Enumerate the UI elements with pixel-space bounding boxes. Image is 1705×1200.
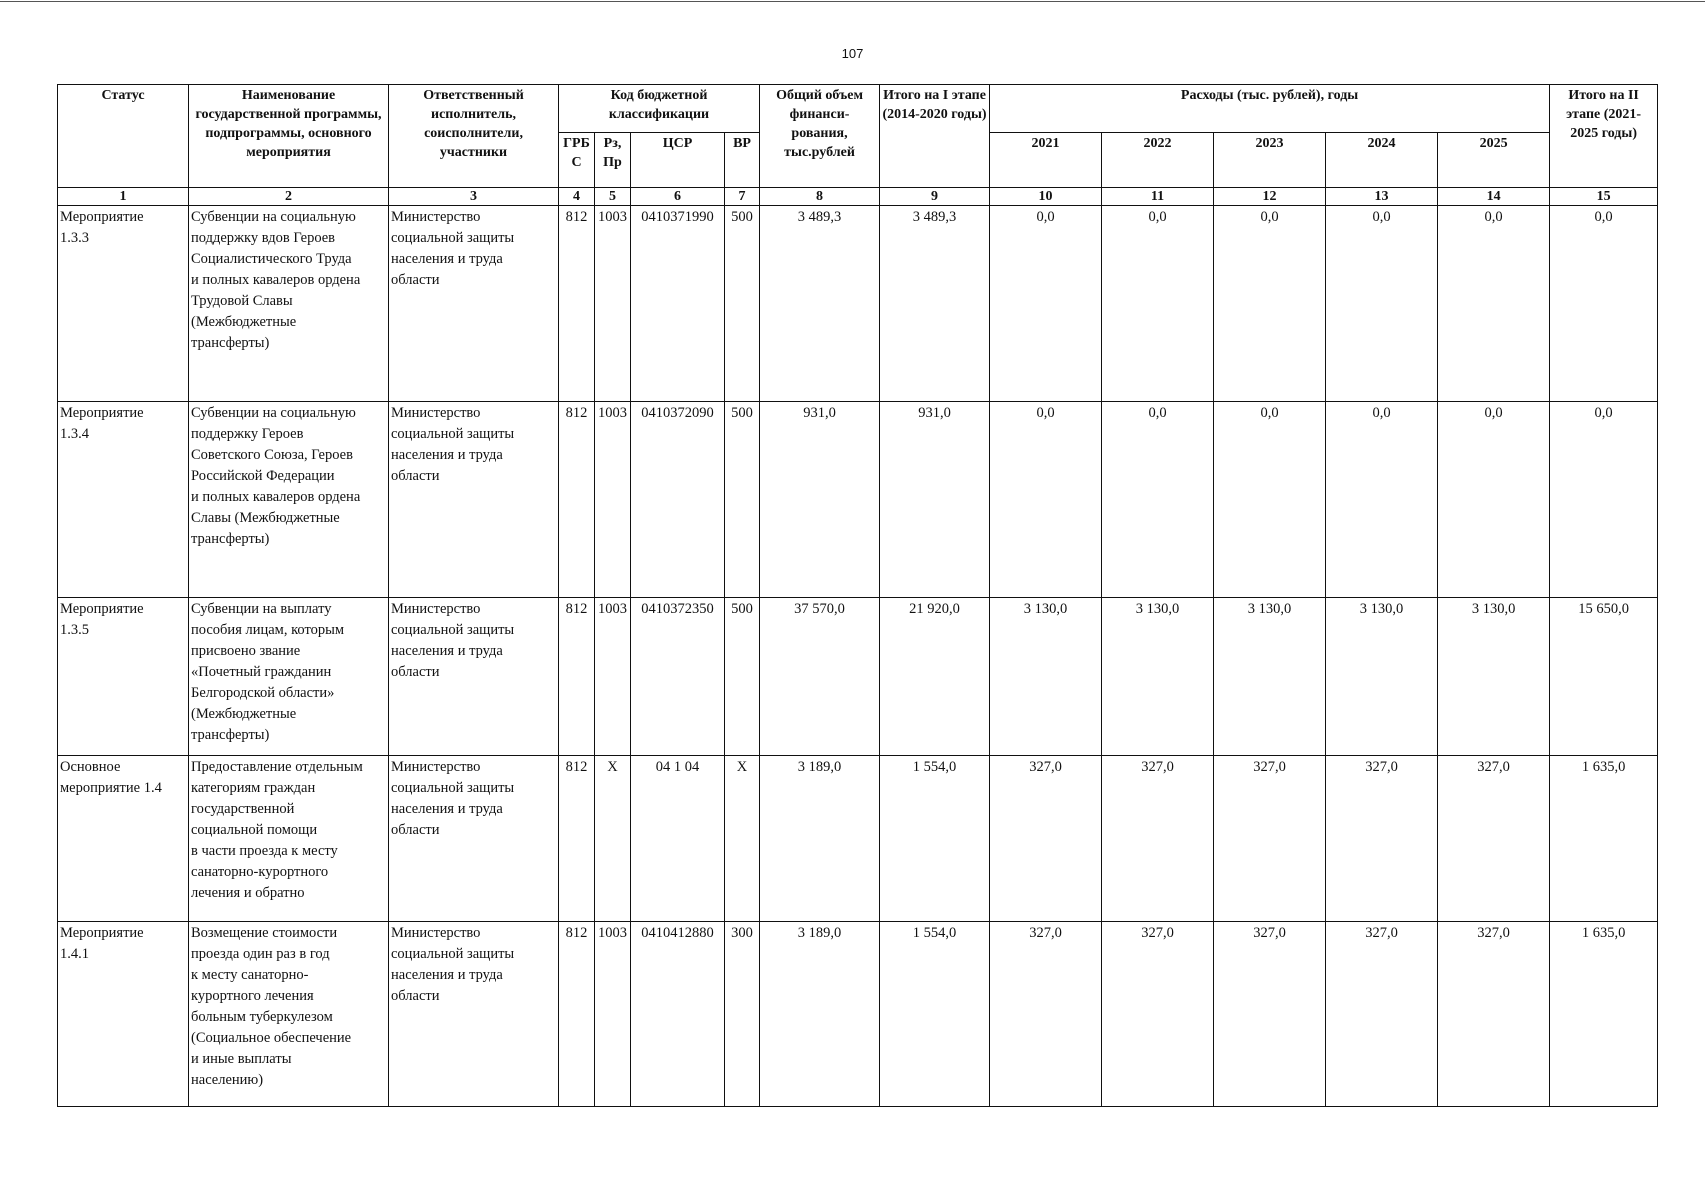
cell-name: Субвенции на выплату пособия лицам, которым присвоено звание «Почетный гражданин Белгородской области» (Межбюджетные трансферты) [189,598,389,756]
cell-year-2025: 327,0 [1438,756,1550,922]
cell-name: Возмещение стоимости проезда один раз в год к месту санаторно- курортного лечения больным туберкулезом (Социальное обеспечение и иные выплаты населению) [189,922,389,1107]
column-number: 15 [1550,188,1658,206]
cell-executor: Министерство социальной защиты населения и труда области [389,402,559,598]
header-expenses: Расходы (тыс. рублей), годы [990,85,1550,133]
cell-grbs: 812 [559,206,595,402]
header-stage1: Итого на I этапе (2014-2020 годы) [880,85,990,188]
cell-stage2: 15 650,0 [1550,598,1658,756]
cell-status: Мероприятие 1.3.4 [58,402,189,598]
cell-csr: 0410412880 [631,922,725,1107]
column-number: 11 [1102,188,1214,206]
cell-status: Основное мероприятие 1.4 [58,756,189,922]
cell-executor: Министерство социальной защиты населения и труда области [389,598,559,756]
cell-year-2023: 327,0 [1214,756,1326,922]
cell-year-2024: 0,0 [1326,206,1438,402]
cell-rzpr: 1003 [595,922,631,1107]
header-rzpr: Рз, Пр [595,133,631,188]
cell-year-2021: 0,0 [990,402,1102,598]
cell-stage1: 3 489,3 [880,206,990,402]
cell-year-2023: 327,0 [1214,922,1326,1107]
column-number: 14 [1438,188,1550,206]
header-budget-code: Код бюджетной классификации [559,85,760,133]
cell-year-2023: 0,0 [1214,206,1326,402]
column-number: 2 [189,188,389,206]
cell-stage2: 1 635,0 [1550,922,1658,1107]
column-number: 13 [1326,188,1438,206]
cell-csr: 04 1 04 [631,756,725,922]
column-number: 4 [559,188,595,206]
cell-total: 931,0 [760,402,880,598]
cell-total: 37 570,0 [760,598,880,756]
cell-year-2025: 0,0 [1438,206,1550,402]
header-executor: Ответственный исполнитель, соисполнители, участники [389,85,559,188]
cell-vr: 300 [725,922,760,1107]
cell-vr: 500 [725,206,760,402]
cell-grbs: 812 [559,756,595,922]
column-number: 10 [990,188,1102,206]
cell-executor: Министерство социальной защиты населения и труда области [389,756,559,922]
cell-stage1: 1 554,0 [880,756,990,922]
cell-csr: 0410372350 [631,598,725,756]
cell-csr: 0410371990 [631,206,725,402]
cell-year-2022: 0,0 [1102,402,1214,598]
header-csr: ЦСР [631,133,725,188]
page-number: 107 [841,46,864,61]
cell-year-2022: 0,0 [1102,206,1214,402]
header-year-2023: 2023 [1214,133,1326,188]
table-row [58,756,1658,922]
cell-stage1: 931,0 [880,402,990,598]
table-row [58,206,1658,402]
cell-name: Субвенции на социальную поддержку Героев Советского Союза, Героев Российской Федерации и полных кавалеров ордена Славы (Межбюджетные трансферты) [189,402,389,598]
cell-year-2024: 3 130,0 [1326,598,1438,756]
cell-total: 3 489,3 [760,206,880,402]
cell-year-2021: 327,0 [990,922,1102,1107]
cell-vr: Х [725,756,760,922]
cell-year-2021: 0,0 [990,206,1102,402]
cell-name: Предоставление отдельным категориям граждан государственной социальной помощи в части проезда к месту санаторно-курортного лечения и обратно [189,756,389,922]
cell-grbs: 812 [559,922,595,1107]
cell-year-2022: 3 130,0 [1102,598,1214,756]
header-vr: ВР [725,133,760,188]
cell-csr: 0410372090 [631,402,725,598]
cell-executor: Министерство социальной защиты населения и труда области [389,922,559,1107]
column-number: 1 [58,188,189,206]
header-year-2025: 2025 [1438,133,1550,188]
header-status: Статус [58,85,189,188]
header-grbs: ГРБ С [559,133,595,188]
cell-year-2025: 3 130,0 [1438,598,1550,756]
cell-stage1: 21 920,0 [880,598,990,756]
cell-rzpr: 1003 [595,402,631,598]
cell-stage2: 1 635,0 [1550,756,1658,922]
column-number: 5 [595,188,631,206]
header-year-2022: 2022 [1102,133,1214,188]
cell-year-2025: 327,0 [1438,922,1550,1107]
cell-vr: 500 [725,402,760,598]
cell-rzpr: 1003 [595,598,631,756]
cell-status: Мероприятие 1.4.1 [58,922,189,1107]
cell-status: Мероприятие 1.3.3 [58,206,189,402]
header-year-2024: 2024 [1326,133,1438,188]
cell-stage2: 0,0 [1550,402,1658,598]
cell-vr: 500 [725,598,760,756]
header-total-funding: Общий объем финанси- рования, тыс.рублей [760,85,880,188]
cell-year-2021: 327,0 [990,756,1102,922]
cell-stage1: 1 554,0 [880,922,990,1107]
top-rule [0,1,1705,2]
cell-year-2023: 0,0 [1214,402,1326,598]
cell-stage2: 0,0 [1550,206,1658,402]
cell-year-2024: 327,0 [1326,922,1438,1107]
cell-rzpr: Х [595,756,631,922]
table-row [58,402,1658,598]
cell-year-2022: 327,0 [1102,756,1214,922]
cell-year-2024: 327,0 [1326,756,1438,922]
cell-year-2021: 3 130,0 [990,598,1102,756]
budget-table [57,84,1658,1107]
column-number: 7 [725,188,760,206]
table-row [58,922,1658,1107]
header-stage2: Итого на II этапе (2021- 2025 годы) [1550,85,1658,188]
cell-rzpr: 1003 [595,206,631,402]
header-name: Наименование государственной программы, подпрограммы, основного мероприятия [189,85,389,188]
header-year-2021: 2021 [990,133,1102,188]
cell-total: 3 189,0 [760,756,880,922]
cell-year-2022: 327,0 [1102,922,1214,1107]
cell-year-2023: 3 130,0 [1214,598,1326,756]
column-number: 6 [631,188,725,206]
column-number: 8 [760,188,880,206]
cell-grbs: 812 [559,402,595,598]
column-number: 9 [880,188,990,206]
table-row [58,598,1658,756]
cell-executor: Министерство социальной защиты населения и труда области [389,206,559,402]
cell-year-2025: 0,0 [1438,402,1550,598]
cell-year-2024: 0,0 [1326,402,1438,598]
cell-grbs: 812 [559,598,595,756]
cell-name: Субвенции на социальную поддержку вдов Героев Социалистического Труда и полных кавалеров ордена Трудовой Славы (Межбюджетные трансферты) [189,206,389,402]
cell-status: Мероприятие 1.3.5 [58,598,189,756]
column-number: 3 [389,188,559,206]
column-number-row [58,188,1658,206]
cell-total: 3 189,0 [760,922,880,1107]
column-number: 12 [1214,188,1326,206]
